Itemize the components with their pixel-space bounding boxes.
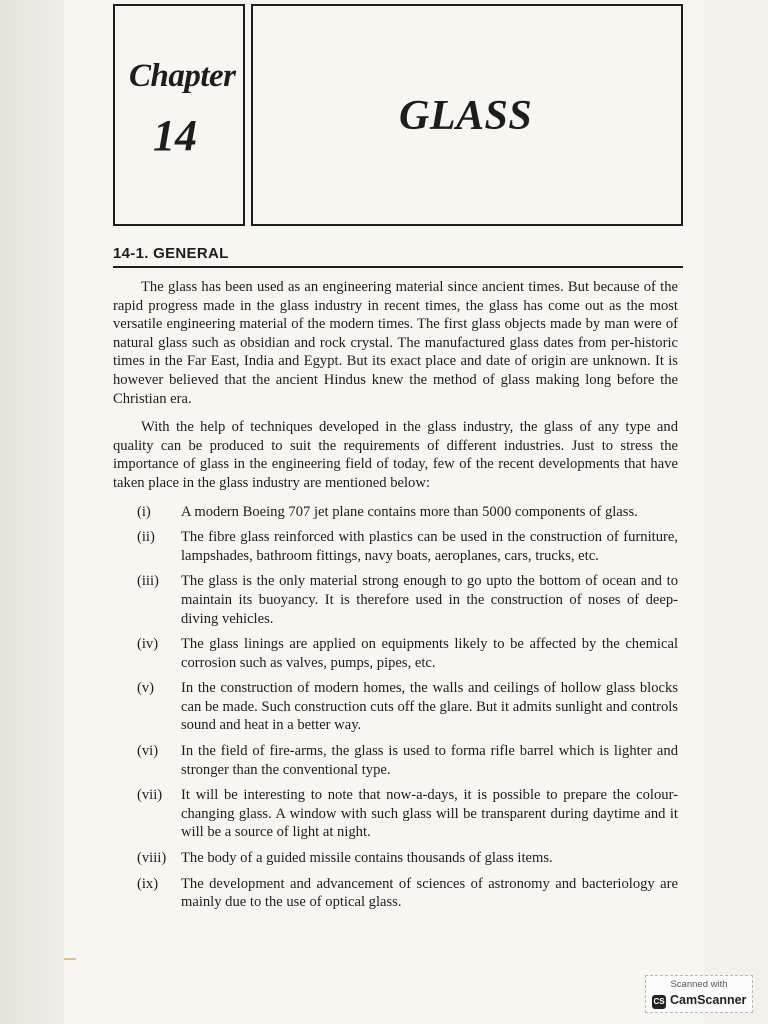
list-item — [113, 875, 678, 912]
chapter-box — [113, 4, 245, 226]
list-item-number: (iv) — [137, 636, 159, 653]
list-item-number: (i) — [137, 503, 151, 520]
page-margin-shadow — [0, 0, 64, 1024]
list-item — [113, 742, 678, 779]
list-item-number: (viii) — [137, 850, 167, 867]
list-item-number: (ii) — [137, 529, 155, 546]
title-box — [251, 4, 683, 226]
list-item-text: The body of a guided missile contains thousands of glass items. — [181, 850, 553, 867]
list-item-text: The fibre glass reinforced with plastics can be used in the construction of furniture, lampshades, bathroom fittings, navy boats, aeroplanes, cars, trucks, etc. — [181, 529, 678, 564]
list-item-text: The development and advancement of sciences of astronomy and bacteriology are mainly due to the use of optical glass. — [181, 875, 678, 911]
list-item-number: (vii) — [137, 787, 163, 804]
developments-list — [113, 503, 678, 912]
watermark-brand: CamScanner — [670, 993, 747, 1007]
list-item-number: (v) — [137, 680, 155, 697]
watermark-caption: Scanned with — [670, 979, 728, 990]
camscanner-watermark — [645, 975, 753, 1013]
list-item — [113, 528, 678, 565]
paragraph-intro: The glass has been used as an engineering material since ancient times. But because of the rapid progress made in the glass industry in recent times, the glass has come out as the most versatile engineering material of the modern times. The first glass objects made by man were of natural glass such as obsidian and rock crystal. The manufactured glass dates from per-historic times in the Far East, India and Egypt. But its exact place and date of origin are unknown. It is however believed that the ancient Hindus knew the method of glass making long before the Christian era. — [113, 279, 678, 407]
list-item-number: (vi) — [137, 743, 159, 760]
section-rule — [113, 266, 683, 268]
list-item — [113, 635, 678, 672]
list-item-number: (ix) — [137, 875, 159, 892]
list-item-text: In the field of fire-arms, the glass is used to forma rifle barrel which is lighter and stronger than the conventional type. — [181, 743, 678, 778]
list-item — [113, 679, 678, 735]
chapter-label: Chapter — [129, 58, 236, 94]
body-text — [113, 278, 678, 919]
chapter-title: GLASS — [399, 93, 533, 139]
list-item-text: In the construction of modern homes, the walls and ceilings of hollow glass blocks can be made. Such construction cuts off the glare. But it admits sunlight and controls sound and heat in a better way. — [181, 680, 678, 734]
list-item-text: A modern Boeing 707 jet plane contains more than 5000 components of glass. — [181, 503, 638, 520]
list-item-number: (iii) — [137, 573, 159, 590]
list-item — [113, 503, 678, 522]
page-speck — [64, 958, 76, 960]
list-item-text: The glass linings are applied on equipments likely to be affected by the chemical corrosion such as valves, pumps, pipes, etc. — [181, 636, 678, 671]
list-item-text: The glass is the only material strong enough to go upto the bottom of ocean and to maintain its buoyancy. It is therefore used in the construction of noses of deep-diving vehicles. — [181, 573, 678, 627]
list-item-text: It will be interesting to note that now-a-days, it is possible to prepare the colour-changing glass. A window with such glass will be transparent during daytime and it will be a source of light at night. — [181, 787, 678, 841]
camscanner-logo-icon: CS — [652, 995, 666, 1009]
list-item — [113, 786, 678, 842]
section-heading: 14-1. GENERAL — [113, 245, 229, 262]
list-item — [113, 572, 678, 628]
list-item — [113, 849, 678, 868]
chapter-number: 14 — [153, 111, 197, 160]
paragraph-developments: With the help of techniques developed in the glass industry, the glass of any type and quality can be produced to suit the requirements of different industries. Just to stress the importance of glass in the engineering field of today, few of the recent developments that have taken place in the glass industry are mentioned below: — [113, 419, 678, 491]
